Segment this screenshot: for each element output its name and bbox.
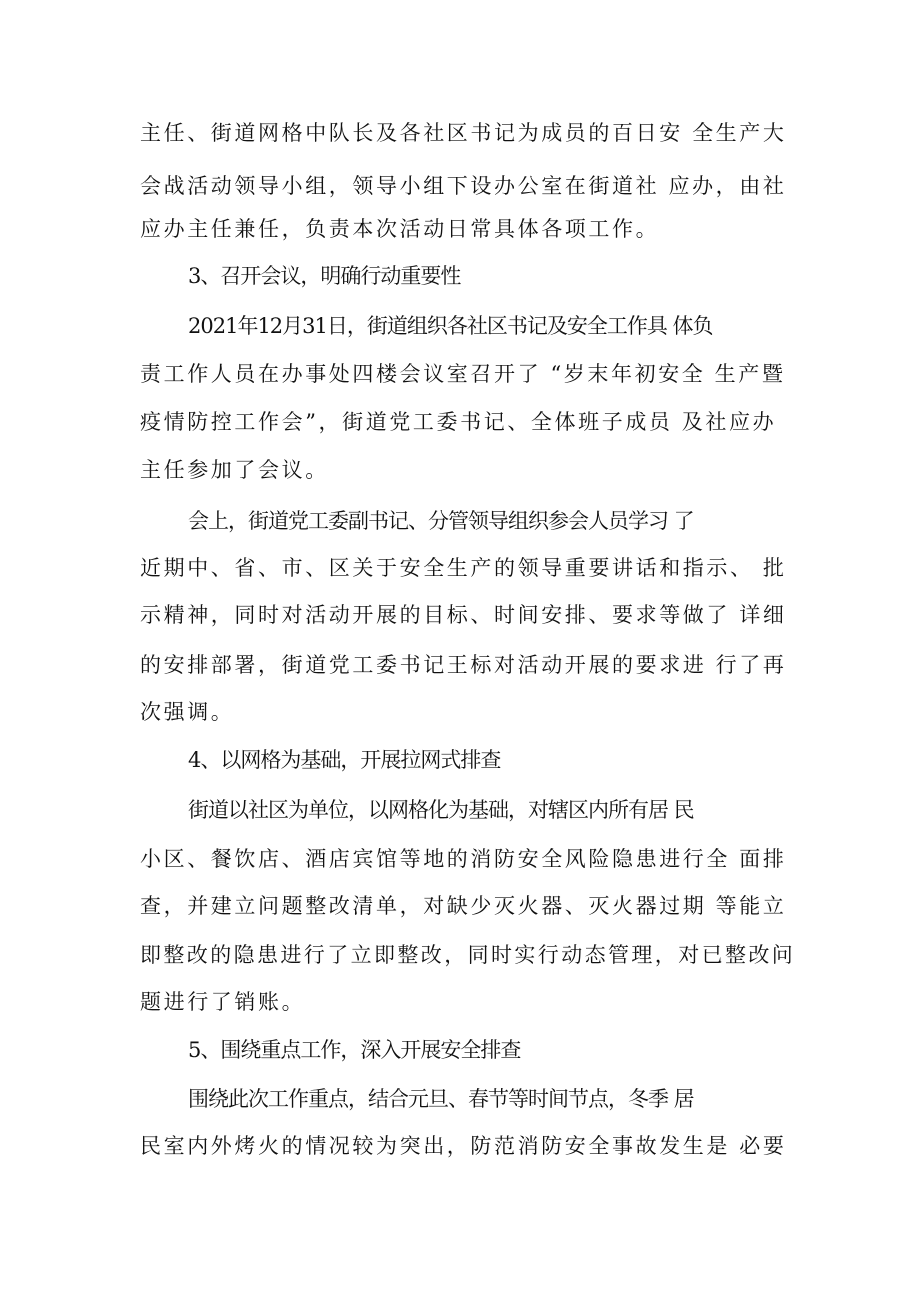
text-line: 2021年12月31日，街道组织各社区书记及安全工作具 体负 bbox=[188, 314, 713, 338]
text-line: 次强调。 bbox=[140, 700, 235, 724]
text-line: 责工作人员在办事处四楼会议室召开了 “岁末年初安全 生产暨 bbox=[140, 362, 786, 386]
text-line: 的安排部署，街道党工委书记王标对活动开展的要求进 行了再 bbox=[140, 653, 787, 677]
text-line: 围绕此次工作重点，结合元旦、春节等时间节点，冬季 居 bbox=[188, 1087, 694, 1111]
text-line: 题进行了销账。 bbox=[140, 990, 306, 1014]
text-line: 示精神，同时对活动开展的目标、时间安排、要求等做了 详细 bbox=[140, 603, 787, 627]
text-line: 应办主任兼任，负责本次活动日常具体各项工作。 bbox=[140, 217, 660, 241]
text-line: 小区、餐饮店、酒店宾馆等地的消防安全风险隐患进行全 面排 bbox=[140, 847, 787, 871]
text-line: 疫情防控工作会”，街道党工委书记、全体班子成员 及社应办 bbox=[140, 410, 777, 434]
text-line: 民室内外烤火的情况较为突出，防范消防安全事故发生是 必要 bbox=[140, 1134, 787, 1158]
text-line: 街道以社区为单位，以网格化为基础，对辖区内所有居 民 bbox=[188, 798, 694, 822]
text-line: 主任、街道网格中队长及各社区书记为成员的百日安 全生产大 bbox=[140, 121, 787, 145]
text-line: 近期中、省、市、区关于安全生产的领导重要讲话和指示、 批 bbox=[140, 556, 787, 580]
text-line: 查，并建立问题整改清单，对缺少灭火器、灭火器过期 等能立 bbox=[140, 894, 787, 918]
section-heading: 3、召开会议，明确行动重要性 bbox=[188, 264, 461, 288]
section-heading: 4、以网格为基础，开展拉网式排查 bbox=[188, 748, 501, 772]
text-line: 即整改的隐患进行了立即整改，同时实行动态管理，对已整改问 bbox=[140, 943, 796, 967]
text-line: 会战活动领导小组，领导小组下设办公室在街道社 应办，由社 bbox=[140, 174, 787, 198]
text-line: 会上，街道党工委副书记、分管领导组织参会人员学习 了 bbox=[188, 509, 694, 533]
section-heading: 5、围绕重点工作，深入开展安全排查 bbox=[188, 1038, 521, 1062]
text-line: 主任参加了会议。 bbox=[140, 458, 329, 482]
